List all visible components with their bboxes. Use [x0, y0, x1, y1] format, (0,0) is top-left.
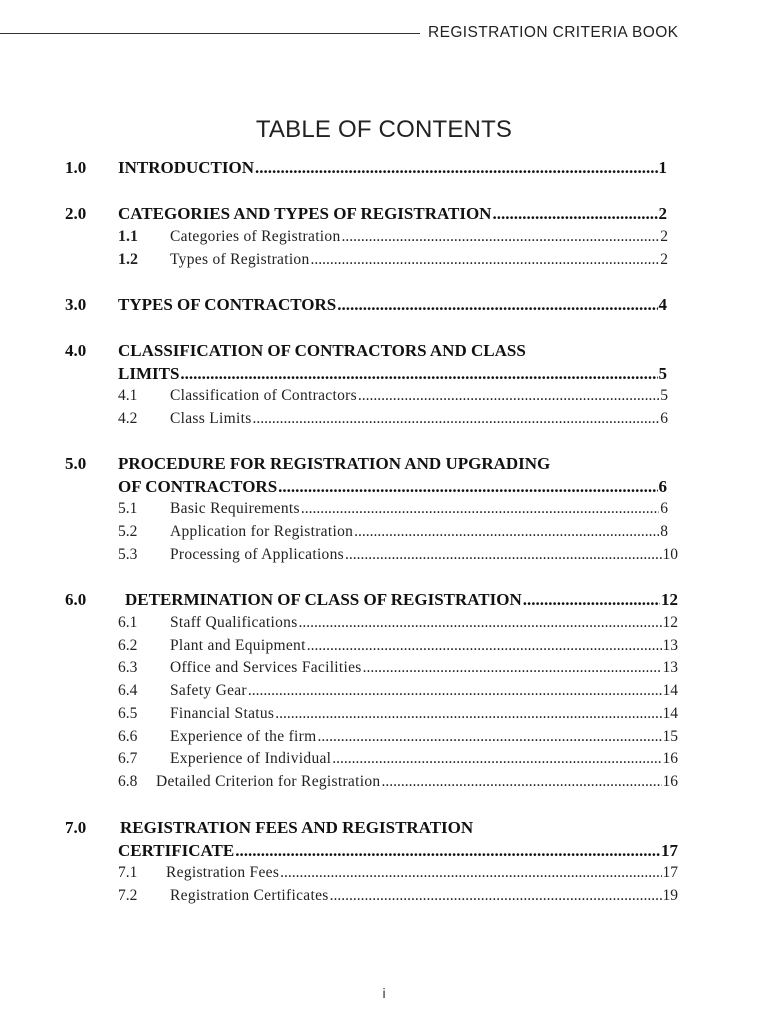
- toc-subentry-title: Application for Registration: [170, 523, 354, 540]
- toc-page-number: 2: [658, 204, 667, 223]
- leader-dots: [311, 249, 660, 271]
- toc-page-number: 10: [662, 546, 678, 563]
- toc-entry-2[interactable]: [0, 203, 768, 225]
- toc-entry-7-cont[interactable]: [0, 840, 768, 862]
- toc-subentry-number: 7.1: [118, 864, 138, 881]
- toc-entry-4[interactable]: [0, 340, 768, 362]
- toc-page-number: 1: [658, 158, 667, 177]
- toc-page-number: 12: [662, 614, 678, 631]
- toc-subentry-1-1[interactable]: [0, 226, 768, 248]
- toc-subentry-title: Class Limits: [170, 410, 252, 427]
- toc-page-number: 19: [662, 887, 678, 904]
- toc-subentry-7-1[interactable]: [0, 862, 768, 884]
- toc-subentry-6-2[interactable]: [0, 635, 768, 657]
- toc-subentry-number: 5.2: [118, 523, 138, 540]
- toc-subentry-number: 6.4: [118, 682, 138, 699]
- toc-entry-title-line-2: OF CONTRACTORS: [118, 477, 278, 496]
- toc-page-number: 13: [662, 659, 678, 676]
- running-header: REGISTRATION CRITERIA BOOK: [428, 24, 679, 41]
- toc-subentry-7-2[interactable]: [0, 885, 768, 907]
- toc-subentry-title: Financial Status: [170, 705, 275, 722]
- toc-subentry-number: 6.2: [118, 637, 138, 654]
- toc-subentry-title: Processing of Applications: [170, 546, 344, 563]
- toc-page-number: 6: [660, 500, 668, 517]
- toc-subentry-6-4[interactable]: [0, 680, 768, 702]
- toc-subentry-6-1[interactable]: [0, 612, 768, 634]
- toc-subentry-4-1[interactable]: [0, 385, 768, 407]
- toc-page-number: 6: [658, 477, 667, 496]
- page-footer-number: i: [382, 985, 386, 1001]
- toc-entry-number: 2.0: [65, 204, 87, 223]
- leader-dots: [358, 385, 659, 407]
- toc-subentry-number: 1.2: [118, 251, 138, 268]
- leader-dots: [492, 203, 657, 225]
- toc-subentry-number: 1.1: [118, 228, 138, 245]
- toc-subentry-title: Detailed Criterion for Registration: [156, 773, 381, 790]
- toc-entry-title-line-1: REGISTRATION FEES AND REGISTRATION: [120, 818, 474, 837]
- toc-page-number: 5: [658, 364, 667, 383]
- toc-page-number: 16: [662, 750, 678, 767]
- toc-subentry-title: Registration Fees: [166, 864, 280, 881]
- toc-subentry-number: 7.2: [118, 887, 138, 904]
- toc-subentry-number: 6.8: [118, 773, 138, 790]
- toc-subentry-5-2[interactable]: [0, 521, 768, 543]
- leader-dots: [275, 703, 661, 725]
- toc-entry-7[interactable]: [0, 817, 768, 839]
- toc-page-number: 4: [658, 295, 667, 314]
- leader-dots: [235, 840, 660, 862]
- leader-dots: [337, 294, 657, 316]
- toc-entry-title-line-1: CLASSIFICATION OF CONTRACTORS AND CLASS: [118, 341, 526, 360]
- toc-page-number: 12: [661, 590, 678, 609]
- toc-subentry-title: Plant and Equipment: [170, 637, 306, 654]
- toc-subentry-6-8[interactable]: [0, 771, 768, 793]
- toc-subentry-number: 6.6: [118, 728, 138, 745]
- toc-subentry-number: 6.3: [118, 659, 138, 676]
- toc-entry-title-line-2: CERTIFICATE: [118, 841, 235, 860]
- toc-subentry-6-6[interactable]: [0, 726, 768, 748]
- toc-page-number: 17: [661, 841, 678, 860]
- toc-subentry-number: 4.1: [118, 387, 138, 404]
- leader-dots: [307, 635, 662, 657]
- leader-dots: [299, 612, 662, 634]
- toc-page-number: 2: [660, 228, 668, 245]
- toc-subentry-number: 5.3: [118, 546, 138, 563]
- leader-dots: [253, 408, 660, 430]
- toc-entry-title-line-2: LIMITS: [118, 364, 180, 383]
- leader-dots: [523, 589, 660, 611]
- toc-page-number: 15: [662, 728, 678, 745]
- leader-dots: [345, 544, 662, 566]
- toc-subentry-title: Safety Gear: [170, 682, 247, 699]
- toc-subentry-title: Staff Qualifications: [170, 614, 298, 631]
- toc-subentry-6-5[interactable]: [0, 703, 768, 725]
- toc-entry-number: 6.0: [65, 590, 87, 609]
- leader-dots: [330, 885, 662, 907]
- toc-subentry-5-1[interactable]: [0, 498, 768, 520]
- toc-subentry-title: Basic Requirements: [170, 500, 300, 517]
- leader-dots: [381, 771, 661, 793]
- toc-subentry-number: 5.1: [118, 500, 138, 517]
- toc-entry-5[interactable]: [0, 453, 768, 475]
- toc-subentry-title: Office and Services Facilities: [170, 659, 362, 676]
- toc-subentry-number: 4.2: [118, 410, 138, 427]
- leader-dots: [255, 157, 657, 179]
- leader-dots: [248, 680, 662, 702]
- toc-subentry-title: Categories of Registration: [170, 228, 341, 245]
- toc-subentry-title: Types of Registration: [170, 251, 310, 268]
- toc-page-number: 14: [662, 682, 678, 699]
- toc-entry-4-cont[interactable]: [0, 363, 768, 385]
- leader-dots: [317, 726, 661, 748]
- toc-subentry-4-2[interactable]: [0, 408, 768, 430]
- toc-entry-1[interactable]: [0, 157, 768, 179]
- toc-page-number: 2: [660, 251, 668, 268]
- toc-entry-number: 5.0: [65, 454, 87, 473]
- toc-subentry-5-3[interactable]: [0, 544, 768, 566]
- leader-dots: [354, 521, 659, 543]
- page-title: TABLE OF CONTENTS: [255, 116, 513, 144]
- toc-subentry-6-7[interactable]: [0, 748, 768, 770]
- toc-page-number: 17: [662, 864, 678, 881]
- leader-dots: [278, 476, 657, 498]
- leader-dots: [280, 862, 661, 884]
- toc-subentry-title: Registration Certificates: [170, 887, 329, 904]
- toc-page-number: 8: [660, 523, 668, 540]
- toc-entry-5-cont[interactable]: [0, 476, 768, 498]
- toc-entry-number: 1.0: [65, 158, 87, 177]
- toc-subentry-number: 6.7: [118, 750, 138, 767]
- toc-subentry-title: Experience of Individual: [170, 750, 332, 767]
- toc-entry-6[interactable]: [0, 589, 768, 611]
- toc-subentry-1-2[interactable]: [0, 249, 768, 271]
- toc-entry-number: 4.0: [65, 341, 87, 360]
- toc-page-number: 6: [660, 410, 668, 427]
- leader-dots: [342, 226, 660, 248]
- toc-entry-3[interactable]: [0, 294, 768, 316]
- toc-entry-title: INTRODUCTION: [118, 158, 255, 177]
- toc-page-number: 13: [662, 637, 678, 654]
- toc-subentry-title: Classification of Contractors: [170, 387, 357, 404]
- toc-entry-title-line-1: PROCEDURE FOR REGISTRATION AND UPGRADING: [118, 454, 551, 473]
- toc-subentry-number: 6.5: [118, 705, 138, 722]
- leader-dots: [301, 498, 659, 520]
- toc-subentry-title: Experience of the firm: [170, 728, 317, 745]
- toc-entry-title: DETERMINATION OF CLASS OF REGISTRATION: [125, 590, 522, 609]
- toc-entry-title: CATEGORIES AND TYPES OF REGISTRATION: [118, 204, 492, 223]
- toc-subentry-number: 6.1: [118, 614, 138, 631]
- leader-dots: [363, 657, 662, 679]
- toc-entry-number: 7.0: [65, 818, 87, 837]
- toc-page-number: 5: [660, 387, 668, 404]
- toc-page-number: 14: [662, 705, 678, 722]
- leader-dots: [180, 363, 657, 385]
- toc-subentry-6-3[interactable]: [0, 657, 768, 679]
- toc-entry-title: TYPES OF CONTRACTORS: [118, 295, 337, 314]
- toc-entry-number: 3.0: [65, 295, 87, 314]
- leader-dots: [332, 748, 661, 770]
- toc-page-number: 16: [662, 773, 678, 790]
